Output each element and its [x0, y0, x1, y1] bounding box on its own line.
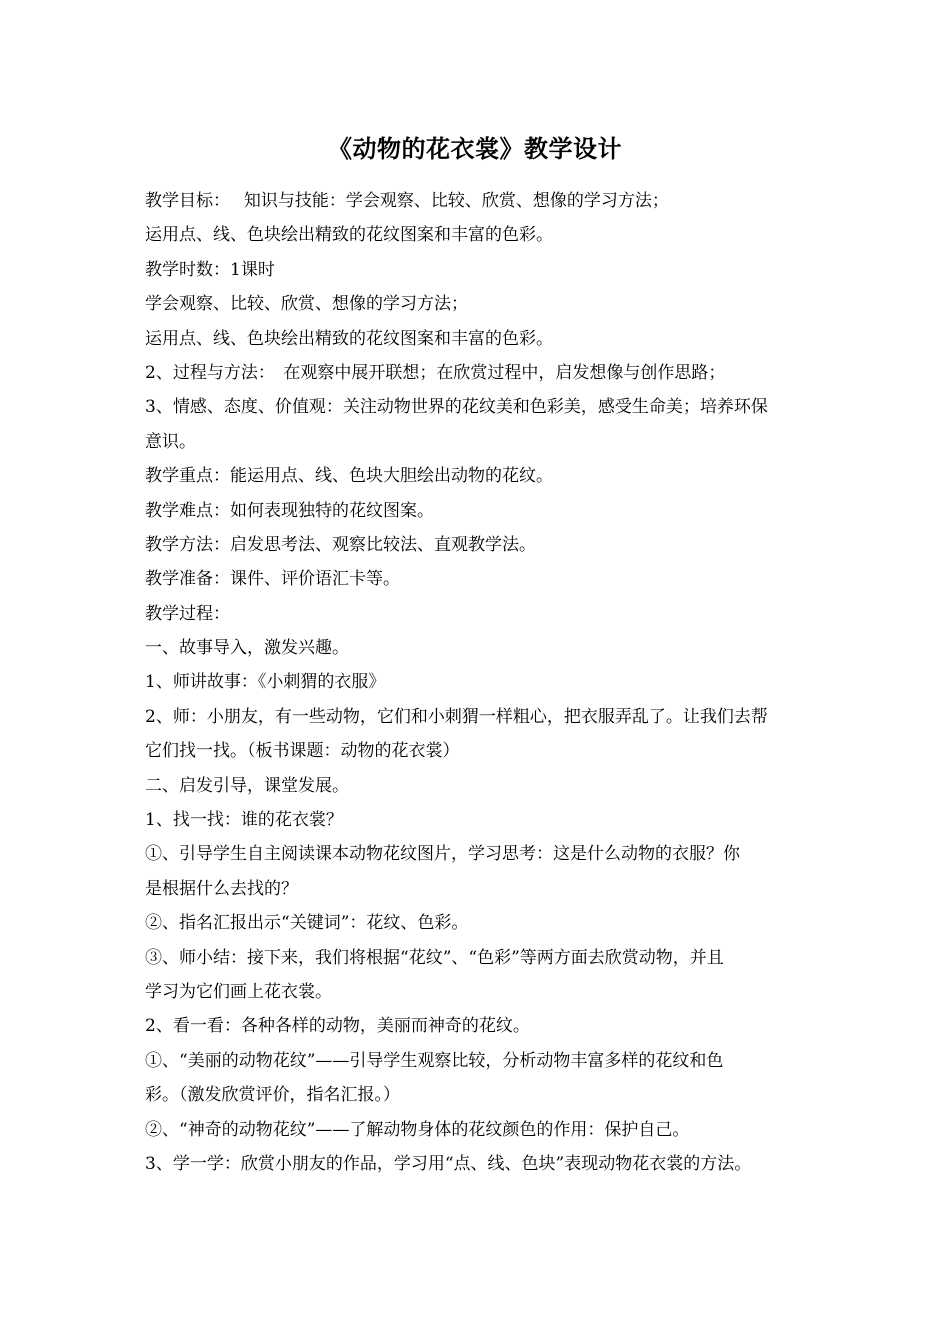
- text-line: ②、“神奇的动物花纹”——了解动物身体的花纹颜色的作用：保护自己。: [145, 1119, 690, 1140]
- text-line: 2、师：小朋友，有一些动物，它们和小刺猬一样粗心，把衣服弄乱了。让我们去帮: [145, 706, 768, 727]
- text-line: ①、“美丽的动物花纹”——引导学生观察比较，分析动物丰富多样的花纹和色: [145, 1050, 724, 1071]
- text-line: 1、找一找：谁的花衣裳？: [145, 810, 343, 831]
- text-line: 教学重点：能运用点、线、色块大胆绘出动物的花纹。: [145, 466, 553, 487]
- text-line: 二、启发引导，课堂发展。: [145, 775, 349, 796]
- text-line: 意识。: [145, 431, 196, 452]
- document-body: [145, 184, 813, 1181]
- text-line: 教学准备：课件、评价语汇卡等。: [145, 569, 400, 590]
- text-line: 教学过程：: [145, 603, 230, 624]
- text-line: ①、引导学生自主阅读课本动物花纹图片，学习思考：这是什么动物的衣服？你: [145, 844, 740, 865]
- text-line: 2、过程与方法： 在观察中展开联想；在欣赏过程中，启发想像与创作思路；: [145, 362, 726, 383]
- text-line: 一、故事导入，激发兴趣。: [145, 638, 349, 659]
- text-line: 2、看一看：各种各样的动物，美丽而神奇的花纹。: [145, 1016, 530, 1037]
- text-line: 教学目标： 知识与技能：学会观察、比较、欣赏、想像的学习方法；: [145, 191, 669, 211]
- text-line: 运用点、线、色块绘出精致的花纹图案和丰富的色彩。: [145, 225, 553, 246]
- text-line: ②、指名汇报出示“关键词”：花纹、色彩。: [145, 913, 469, 934]
- text-line: 1、师讲故事：《小刺猬的衣服》: [145, 672, 386, 693]
- text-line: 学习为它们画上花衣裳。: [145, 981, 332, 1002]
- text-line: 学会观察、比较、欣赏、想像的学习方法；: [145, 294, 468, 315]
- text-line: 是根据什么去找的？: [145, 878, 298, 899]
- text-line: 3、情感、态度、价值观：关注动物世界的花纹美和色彩美，感受生命美；培养环保: [145, 397, 768, 418]
- text-line: 教学时数：1课时: [145, 259, 275, 280]
- text-line: 运用点、线、色块绘出精致的花纹图案和丰富的色彩。: [145, 328, 553, 349]
- text-line: 它们找一找。（板书课题：动物的花衣裳）: [145, 741, 460, 762]
- text-line: 3、学一学：欣赏小朋友的作品，学习用“点、线、色块”表现动物花衣裳的方法。: [145, 1153, 752, 1174]
- text-line: 教学方法：启发思考法、观察比较法、直观教学法。: [145, 534, 536, 555]
- text-line: 教学难点：如何表现独特的花纹图案。: [145, 500, 434, 521]
- document-title: 《动物的花衣裳》教学设计: [328, 134, 622, 163]
- text-line: ③、师小结：接下来，我们将根据“花纹”、“色彩”等两方面去欣赏动物，并且: [145, 947, 724, 968]
- text-line: 彩。（激发欣赏评价，指名汇报。）: [145, 1085, 400, 1106]
